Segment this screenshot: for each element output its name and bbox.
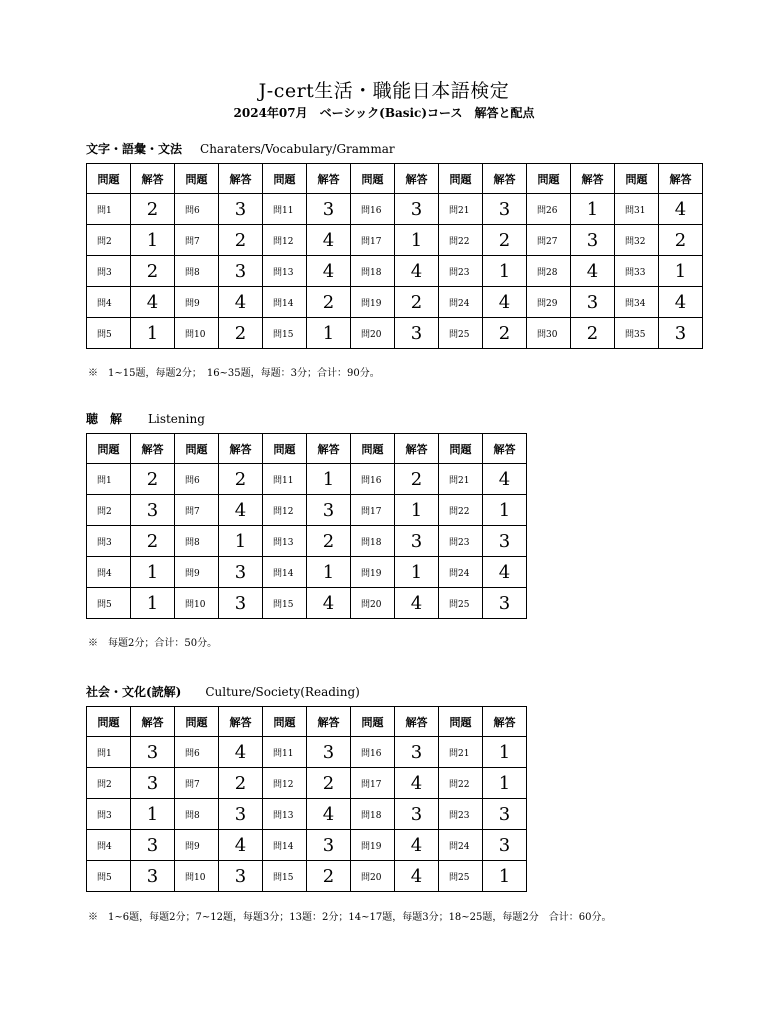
answer-value: 4	[395, 768, 439, 799]
table-row	[87, 526, 527, 557]
answer-value: 2	[219, 464, 263, 495]
question-header: 問題	[527, 164, 571, 194]
answer-value: 3	[131, 495, 175, 526]
answer-header: 解答	[307, 164, 351, 194]
question-number: 問7	[175, 495, 219, 526]
question-number: 問23	[439, 526, 483, 557]
question-number: 問4	[87, 830, 131, 861]
question-number: 問28	[527, 256, 571, 287]
table-row	[87, 768, 527, 799]
question-number: 問18	[351, 526, 395, 557]
question-number: 問19	[351, 557, 395, 588]
answer-value: 3	[219, 861, 263, 892]
answer-value: 2	[307, 861, 351, 892]
question-number: 問2	[87, 225, 131, 256]
header-row	[87, 707, 527, 737]
question-number: 問25	[439, 861, 483, 892]
question-number: 問8	[175, 256, 219, 287]
answer-value: 4	[307, 588, 351, 619]
answer-value: 3	[483, 194, 527, 225]
question-number: 問9	[175, 830, 219, 861]
answer-value: 2	[131, 256, 175, 287]
answer-header: 解答	[307, 434, 351, 464]
answer-value: 4	[131, 287, 175, 318]
answer-value: 3	[219, 194, 263, 225]
answer-value: 3	[307, 194, 351, 225]
answer-value: 4	[483, 287, 527, 318]
answer-value: 4	[483, 557, 527, 588]
answer-value: 1	[131, 588, 175, 619]
answer-value: 3	[131, 768, 175, 799]
question-number: 問6	[175, 194, 219, 225]
question-number: 問11	[263, 464, 307, 495]
question-number: 問24	[439, 287, 483, 318]
answer-value: 1	[483, 256, 527, 287]
answer-value: 1	[395, 557, 439, 588]
answer-value: 2	[307, 768, 351, 799]
table-row	[87, 799, 527, 830]
question-number: 問2	[87, 495, 131, 526]
question-number: 問33	[615, 256, 659, 287]
question-header: 問題	[351, 164, 395, 194]
answer-value: 1	[307, 318, 351, 349]
answer-value: 4	[219, 495, 263, 526]
question-header: 問題	[263, 164, 307, 194]
document-title: J-cert生活・職能日本語検定	[258, 80, 510, 102]
answer-value: 2	[131, 194, 175, 225]
answer-value: 4	[307, 225, 351, 256]
question-number: 問19	[351, 830, 395, 861]
answer-value: 1	[395, 495, 439, 526]
question-number: 問10	[175, 588, 219, 619]
answer-header: 解答	[395, 707, 439, 737]
question-number: 問14	[263, 830, 307, 861]
table-row	[87, 256, 703, 287]
question-header: 問題	[351, 434, 395, 464]
question-number: 問15	[263, 861, 307, 892]
question-number: 問24	[439, 557, 483, 588]
answer-value: 4	[395, 830, 439, 861]
answer-value: 2	[219, 225, 263, 256]
answer-value: 3	[307, 495, 351, 526]
question-header: 問題	[351, 707, 395, 737]
answer-value: 1	[483, 768, 527, 799]
question-number: 問10	[175, 861, 219, 892]
answer-header: 解答	[219, 164, 263, 194]
header-row	[87, 164, 703, 194]
answer-value: 2	[395, 464, 439, 495]
answer-value: 3	[131, 861, 175, 892]
question-number: 問35	[615, 318, 659, 349]
question-number: 問3	[87, 799, 131, 830]
answer-value: 3	[483, 588, 527, 619]
question-number: 問21	[439, 194, 483, 225]
question-number: 問22	[439, 225, 483, 256]
header-row	[87, 434, 527, 464]
answer-value: 3	[571, 287, 615, 318]
question-number: 問11	[263, 737, 307, 768]
answer-value: 3	[307, 830, 351, 861]
answer-value: 1	[131, 799, 175, 830]
answer-value: 1	[659, 256, 703, 287]
question-number: 問24	[439, 830, 483, 861]
section-title-en: Listening	[148, 412, 205, 426]
table-row	[87, 464, 527, 495]
question-number: 問34	[615, 287, 659, 318]
answer-header: 解答	[395, 434, 439, 464]
question-header: 問題	[87, 164, 131, 194]
answer-value: 4	[659, 287, 703, 318]
question-number: 問15	[263, 588, 307, 619]
answer-value: 3	[219, 588, 263, 619]
answer-value: 2	[571, 318, 615, 349]
question-number: 問21	[439, 737, 483, 768]
table-row	[87, 557, 527, 588]
question-number: 問21	[439, 464, 483, 495]
answer-value: 1	[483, 861, 527, 892]
question-number: 問25	[439, 588, 483, 619]
answer-value: 2	[307, 526, 351, 557]
answer-value: 1	[571, 194, 615, 225]
answer-value: 1	[395, 225, 439, 256]
question-number: 問22	[439, 768, 483, 799]
question-number: 問8	[175, 526, 219, 557]
question-number: 問1	[87, 194, 131, 225]
question-number: 問19	[351, 287, 395, 318]
answer-value: 4	[219, 830, 263, 861]
question-number: 問1	[87, 737, 131, 768]
question-number: 問23	[439, 256, 483, 287]
question-number: 問20	[351, 861, 395, 892]
question-number: 問3	[87, 256, 131, 287]
question-number: 問13	[263, 799, 307, 830]
question-number: 問26	[527, 194, 571, 225]
answer-value: 4	[571, 256, 615, 287]
answer-header: 解答	[571, 164, 615, 194]
question-number: 問13	[263, 526, 307, 557]
answer-header: 解答	[659, 164, 703, 194]
question-number: 問20	[351, 318, 395, 349]
answer-value: 2	[131, 464, 175, 495]
section-title-ja: 文字・語彙・文法	[86, 142, 183, 156]
answer-header: 解答	[483, 164, 527, 194]
section-title-vocabulary	[86, 140, 395, 157]
section-title-en: Culture/Society(Reading)	[205, 685, 360, 699]
answer-value: 3	[395, 318, 439, 349]
question-number: 問27	[527, 225, 571, 256]
answer-value: 2	[219, 318, 263, 349]
answer-value: 4	[395, 588, 439, 619]
question-number: 問16	[351, 464, 395, 495]
table-row	[87, 737, 527, 768]
table-row	[87, 588, 527, 619]
answer-value: 2	[307, 287, 351, 318]
question-number: 問14	[263, 557, 307, 588]
answer-value: 1	[483, 495, 527, 526]
answer-value: 2	[483, 318, 527, 349]
answer-header: 解答	[131, 434, 175, 464]
question-header: 問題	[439, 164, 483, 194]
answer-header: 解答	[219, 434, 263, 464]
question-number: 問17	[351, 495, 395, 526]
question-header: 問題	[263, 707, 307, 737]
question-number: 問5	[87, 861, 131, 892]
question-number: 問4	[87, 557, 131, 588]
answer-value: 3	[395, 194, 439, 225]
answer-value: 4	[307, 799, 351, 830]
question-number: 問2	[87, 768, 131, 799]
question-number: 問12	[263, 495, 307, 526]
answer-value: 2	[395, 287, 439, 318]
question-header: 問題	[615, 164, 659, 194]
answer-value: 4	[395, 256, 439, 287]
question-number: 問9	[175, 557, 219, 588]
question-header: 問題	[439, 707, 483, 737]
question-number: 問18	[351, 799, 395, 830]
question-number: 問4	[87, 287, 131, 318]
question-number: 問7	[175, 225, 219, 256]
question-number: 問10	[175, 318, 219, 349]
table-row	[87, 495, 527, 526]
answer-value: 2	[483, 225, 527, 256]
answer-value: 3	[307, 737, 351, 768]
question-number: 問5	[87, 318, 131, 349]
score-note-vocabulary: ※ 1~15题，每题2分； 16~35题，每题：3分；合计：90分。	[88, 368, 380, 379]
answer-value: 3	[571, 225, 615, 256]
answer-table-reading	[86, 706, 527, 892]
answer-value: 1	[131, 557, 175, 588]
answer-table-vocabulary	[86, 163, 703, 349]
answer-header: 解答	[395, 164, 439, 194]
question-header: 問題	[263, 434, 307, 464]
question-number: 問25	[439, 318, 483, 349]
table-row	[87, 287, 703, 318]
question-number: 問8	[175, 799, 219, 830]
question-number: 問6	[175, 464, 219, 495]
answer-value: 3	[395, 737, 439, 768]
answer-value: 3	[395, 799, 439, 830]
answer-value: 2	[131, 526, 175, 557]
answer-header: 解答	[219, 707, 263, 737]
question-number: 問17	[351, 768, 395, 799]
answer-value: 2	[659, 225, 703, 256]
question-header: 問題	[175, 164, 219, 194]
question-number: 問23	[439, 799, 483, 830]
question-number: 問29	[527, 287, 571, 318]
question-number: 問15	[263, 318, 307, 349]
answer-header: 解答	[483, 707, 527, 737]
answer-value: 1	[483, 737, 527, 768]
table-row	[87, 830, 527, 861]
question-number: 問16	[351, 737, 395, 768]
answer-value: 3	[219, 256, 263, 287]
answer-value: 3	[219, 557, 263, 588]
question-number: 問18	[351, 256, 395, 287]
answer-value: 4	[219, 737, 263, 768]
answer-value: 3	[483, 526, 527, 557]
question-number: 問5	[87, 588, 131, 619]
question-header: 問題	[175, 434, 219, 464]
table-row	[87, 225, 703, 256]
answer-value: 3	[483, 830, 527, 861]
question-number: 問12	[263, 225, 307, 256]
answer-value: 4	[659, 194, 703, 225]
section-title-reading	[86, 683, 360, 700]
answer-value: 1	[307, 557, 351, 588]
question-number: 問14	[263, 287, 307, 318]
answer-value: 4	[307, 256, 351, 287]
answer-value: 3	[483, 799, 527, 830]
question-header: 問題	[439, 434, 483, 464]
question-number: 問6	[175, 737, 219, 768]
answer-value: 3	[659, 318, 703, 349]
score-note-reading: ※ 1~6题，每题2分；7~12题，每题3分；13题：2分；14~17题，每题3分；18~25题，每题2分 合计：60分。	[88, 912, 612, 923]
question-number: 問11	[263, 194, 307, 225]
question-number: 問31	[615, 194, 659, 225]
answer-value: 3	[219, 799, 263, 830]
answer-value: 1	[307, 464, 351, 495]
answer-table-listening	[86, 433, 527, 619]
answer-value: 2	[219, 768, 263, 799]
answer-header: 解答	[307, 707, 351, 737]
answer-value: 4	[219, 287, 263, 318]
section-title-ja: 社会・文化(読解)	[86, 685, 182, 699]
question-number: 問17	[351, 225, 395, 256]
question-number: 問30	[527, 318, 571, 349]
question-number: 問7	[175, 768, 219, 799]
question-number: 問13	[263, 256, 307, 287]
section-title-listening	[86, 410, 205, 427]
answer-header: 解答	[131, 164, 175, 194]
question-number: 問32	[615, 225, 659, 256]
question-number: 問16	[351, 194, 395, 225]
question-header: 問題	[175, 707, 219, 737]
answer-value: 3	[131, 830, 175, 861]
section-title-ja: 聴 解	[86, 412, 123, 426]
question-number: 問12	[263, 768, 307, 799]
question-number: 問20	[351, 588, 395, 619]
question-header: 問題	[87, 434, 131, 464]
question-header: 問題	[87, 707, 131, 737]
question-number: 問3	[87, 526, 131, 557]
table-row	[87, 861, 527, 892]
answer-value: 4	[395, 861, 439, 892]
score-note-listening: ※ 每题2分；合计：50分。	[88, 638, 218, 649]
answer-value: 3	[131, 737, 175, 768]
document-subtitle: 2024年07月 ベーシック(Basic)コース 解答と配点	[233, 106, 535, 120]
answer-header: 解答	[131, 707, 175, 737]
answer-value: 1	[131, 225, 175, 256]
answer-value: 4	[483, 464, 527, 495]
answer-header: 解答	[483, 434, 527, 464]
section-title-en: Charaters/Vocabulary/Grammar	[200, 142, 395, 156]
answer-value: 1	[131, 318, 175, 349]
answer-value: 1	[219, 526, 263, 557]
table-row	[87, 194, 703, 225]
question-number: 問1	[87, 464, 131, 495]
question-number: 問22	[439, 495, 483, 526]
table-row	[87, 318, 703, 349]
answer-value: 3	[395, 526, 439, 557]
question-number: 問9	[175, 287, 219, 318]
